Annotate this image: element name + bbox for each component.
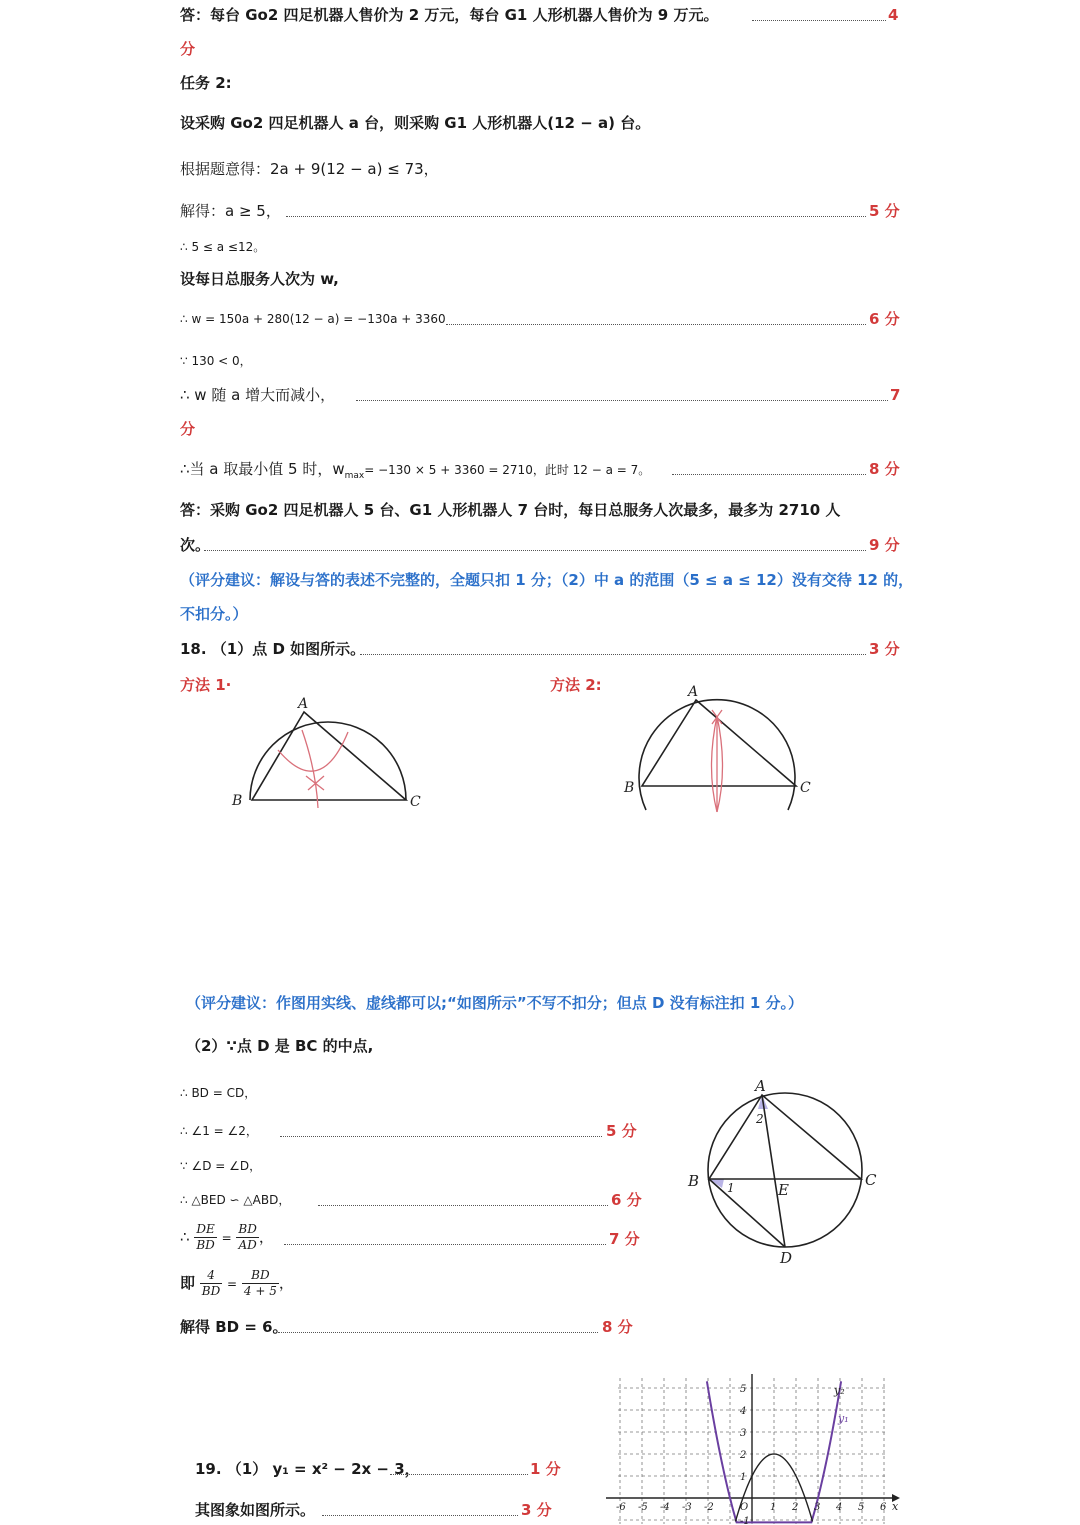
q18-part2-intro: （2）∵点 D 是 BC 的中点, (186, 1037, 374, 1055)
x-tick-label: -3 (682, 1502, 692, 1513)
y-tick-label: 5 (740, 1384, 747, 1395)
label-b: B (232, 793, 243, 809)
leader-dots (356, 400, 888, 401)
x-tick-label: 6 (880, 1502, 887, 1513)
numerator: DE (194, 1222, 216, 1238)
method-2-figure (620, 680, 820, 820)
score-1: 1 分 (530, 1460, 561, 1478)
denominator: BD (196, 1238, 215, 1252)
denominator: AD (238, 1238, 257, 1252)
sub-prefix: 即 (180, 1274, 196, 1292)
leader-dots (390, 1474, 528, 1475)
denominator: 4 + 5 (243, 1284, 277, 1298)
fraction (200, 1268, 222, 1299)
y-tick-label: 4 (740, 1406, 747, 1417)
answer-line-1: 答：采购 Go2 四足机器人 5 台、G1 人形机器人 7 台时，每日总服务人次最多，最多为 2710 人 (180, 501, 841, 519)
score-4: 4 (888, 6, 899, 24)
w-formula-line: ∴ w = 150a + 280(12 − a) = −130a + 3360 (180, 312, 446, 326)
segment-ad (762, 1095, 785, 1247)
x-label: x (892, 1500, 899, 1513)
score-3: 3 分 (521, 1501, 552, 1519)
leader-dots (446, 324, 866, 325)
ratio-line: ∴ $\frac{DE}{BD}$ = $\frac{BD}{AD}$ ， (180, 1222, 274, 1252)
task1-answer: 答：每台 Go2 四足机器人售价为 2 万元，每台 G1 人形机器人售价为 9 万元。 (180, 6, 719, 24)
q19-graph-line: 其图象如图所示。 (195, 1501, 316, 1519)
score-unit: 分 (180, 40, 196, 58)
construction-line (302, 730, 318, 808)
label-c: C (410, 794, 421, 810)
let-w-line: 设每日总服务人次为 w, (180, 270, 339, 288)
inequality-line: 根据题意得：2a + 9(12 − a) ≤ 73， (180, 160, 439, 178)
label-c: C (800, 780, 811, 796)
angle-equal-line: ∴ ∠1 = ∠2， (180, 1124, 258, 1138)
solve-line: 解得：a ≥ 5， (180, 202, 281, 220)
min-sub: max (344, 471, 365, 481)
leader-dots (360, 654, 866, 655)
y-tick-label: 3 (740, 1428, 747, 1439)
x-tick-label: 2 (792, 1502, 799, 1513)
score-unit: 分 (180, 420, 196, 438)
denominator: BD (201, 1284, 221, 1298)
y2-label: y₂ (834, 1384, 845, 1397)
leader-dots (204, 550, 866, 551)
y1-label: y₁ (838, 1412, 849, 1425)
fraction (236, 1222, 258, 1253)
triangle-abc (709, 1095, 861, 1179)
label-a: A (298, 696, 309, 712)
similar-line: ∴ △BED ∽ △ABD， (180, 1193, 291, 1207)
score-9: 9 分 (869, 536, 900, 554)
function-graph (600, 1370, 905, 1525)
score-7: 7 分 (609, 1230, 640, 1248)
x-tick-label: -4 (660, 1502, 670, 1513)
label-a: A (688, 684, 699, 700)
y-tick-label: -1 (740, 1516, 750, 1525)
numerator: BD (242, 1268, 279, 1284)
leader-dots (286, 216, 866, 217)
x-tick-label: O (740, 1502, 749, 1513)
method-2-label: 方法 2: (550, 676, 602, 694)
label-a: A (755, 1077, 766, 1095)
range-line: ∴ 5 ≤ a ≤12。 (180, 240, 266, 254)
because-line: ∵ 130 < 0， (180, 354, 252, 368)
numerator: 4 (200, 1268, 222, 1284)
label-1: 1 (727, 1181, 735, 1195)
x-tick-label: -2 (704, 1502, 714, 1513)
score-7: 7 (890, 386, 901, 404)
score-8: 8 分 (602, 1318, 633, 1336)
arc-equal-line: ∴ BD = CD， (180, 1086, 257, 1100)
x-tick-label: 4 (836, 1502, 843, 1513)
q18-grading-note: （评分建议：作图用实线、虚线都可以;“如图所示”不写不扣分；但点 D 没有标注扣 1 分。） (186, 994, 803, 1012)
x-tick-label: 5 (858, 1502, 865, 1513)
q19-part1: 19. （1） y₁ = x² − 2x − 3， (195, 1460, 420, 1478)
common-angle-line: ∵ ∠D = ∠D， (180, 1159, 262, 1173)
leader-dots (278, 1332, 598, 1333)
score-3: 3 分 (869, 640, 900, 658)
x-tick-label: -5 (638, 1502, 648, 1513)
leader-dots (280, 1136, 602, 1137)
triangle-abc (252, 712, 406, 800)
x-tick-label: 3 (814, 1502, 821, 1513)
x-tick-label: 1 (770, 1502, 777, 1513)
triangle-abc (642, 700, 796, 786)
x-tick-label: -6 (616, 1502, 626, 1513)
result-line: 解得 BD = 6。 (180, 1318, 288, 1336)
label-d: D (780, 1249, 793, 1267)
score-6: 6 分 (611, 1191, 642, 1209)
leader-dots (322, 1515, 518, 1516)
numerator: BD (238, 1222, 257, 1236)
setup-line: 设采购 Go2 四足机器人 a 台，则采购 G1 人形机器人(12 − a) 台。 (180, 114, 651, 132)
label-b: B (688, 1172, 700, 1190)
leader-dots (752, 20, 886, 21)
circle (708, 1093, 862, 1247)
y-tick-label: 2 (740, 1450, 747, 1461)
score-5: 5 分 (869, 202, 900, 220)
fraction (194, 1222, 216, 1253)
method-1-figure (220, 690, 430, 820)
fraction (242, 1268, 279, 1299)
label-c: C (865, 1171, 877, 1189)
ratio-prefix: ∴ (180, 1228, 190, 1246)
score-6: 6 分 (869, 310, 900, 328)
score-5: 5 分 (606, 1122, 637, 1140)
circle-figure (680, 1075, 890, 1265)
score-8: 8 分 (869, 460, 900, 478)
method-1-label: 方法 1· (180, 676, 232, 694)
min-line (180, 458, 650, 487)
q18-part1: 18. （1）点 D 如图所示。 (180, 640, 366, 658)
answer-line-2: 次。 (180, 536, 211, 554)
grading-note-1: （评分建议：解设与答的表述不完整的，全题只扣 1 分；（2）中 a 的范围（5 ≤ a ≤ 12）没有交待 12 的， (180, 571, 914, 589)
label-e: E (778, 1181, 789, 1199)
decrease-line: ∴ w 随 a 增大而减小， (180, 386, 336, 404)
leader-dots (672, 474, 866, 475)
grading-note-2: 不扣分。） (180, 605, 248, 623)
label-b: B (624, 780, 635, 796)
leader-dots (318, 1205, 608, 1206)
task2-heading: 任务 2: (180, 74, 232, 92)
min-pre: ∴当 a 取最小值 5 时，w (180, 460, 345, 478)
leader-dots (284, 1244, 606, 1245)
min-post: = −130 × 5 + 3360 = 2710，此时 12 − a = 7。 (364, 463, 651, 477)
substitution-line: 即 $\frac{4}{BD}$ = $\frac{BD}{4 + 5}$ ， (180, 1268, 294, 1298)
y-tick-label: 1 (740, 1472, 747, 1483)
label-2: 2 (756, 1112, 764, 1126)
